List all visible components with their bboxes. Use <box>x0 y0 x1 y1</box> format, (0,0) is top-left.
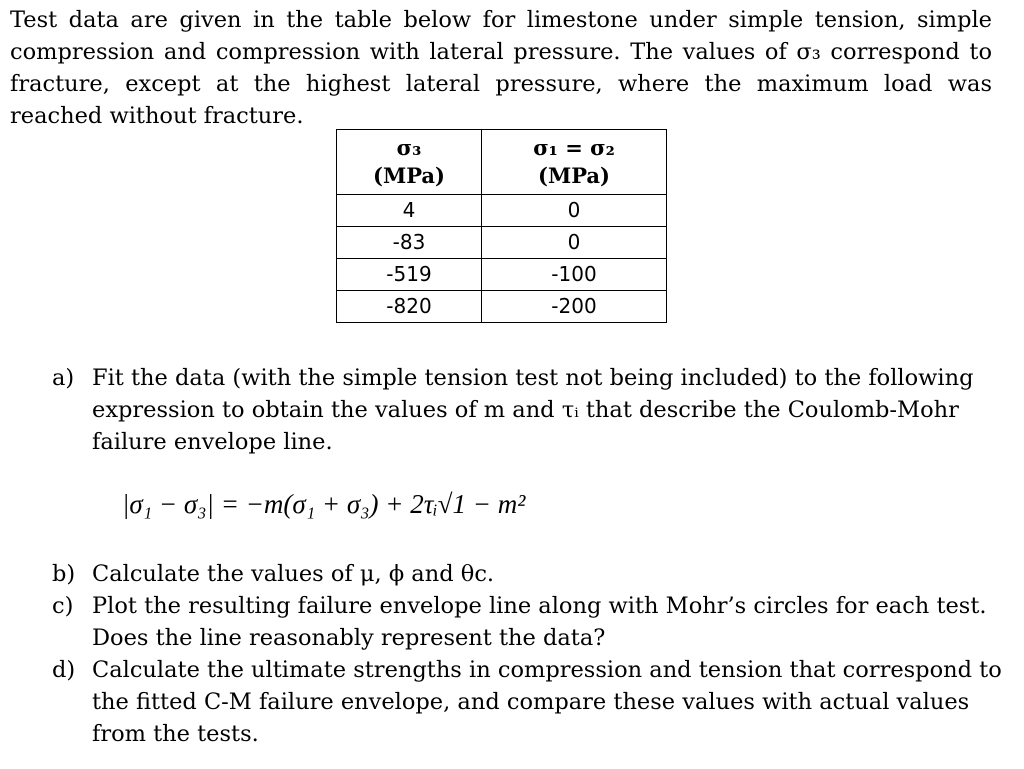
table-cell: -200 <box>482 291 667 323</box>
header-sigma3-unit: (MPa) <box>373 163 445 188</box>
header-sigma1-unit: (MPa) <box>538 163 610 188</box>
question-marker: d) <box>52 657 76 683</box>
test-data-table <box>336 129 667 323</box>
table-cell: -100 <box>482 259 667 291</box>
table-cell: -83 <box>337 227 482 259</box>
table-cell: 0 <box>482 195 667 227</box>
question-c <box>52 590 1002 654</box>
table-row <box>337 291 667 323</box>
header-sigma1-symbol: σ₁ = σ₂ <box>533 135 615 160</box>
table-cell: -519 <box>337 259 482 291</box>
table-cell: 0 <box>482 227 667 259</box>
question-list-part1 <box>52 362 1002 458</box>
question-text: Fit the data (with the simple tension test not being included) to the following expression to obtain the values of m and τᵢ that describe the Coulomb-Mohr failure envelope line. <box>92 365 974 455</box>
table-row <box>337 227 667 259</box>
question-text: Calculate the values of μ, ϕ and θc. <box>92 561 495 587</box>
table-row <box>337 195 667 227</box>
header-sigma3-symbol: σ₃ <box>396 135 422 160</box>
coulomb-mohr-equation: |σ₁ − σ₃| = −m(σ₁ + σ₃) + 2τᵢ√1 − m² <box>122 489 526 519</box>
question-a <box>52 362 1002 458</box>
question-b <box>52 558 1002 590</box>
question-marker: c) <box>52 593 74 619</box>
header-sigma1-sigma2 <box>482 130 667 195</box>
question-text: Calculate the ultimate strengths in compression and tension that correspond to the fitted C-M failure envelope, and compare these values with actual values from the tests. <box>92 657 1002 747</box>
question-marker: a) <box>52 365 75 391</box>
question-d <box>52 654 1002 750</box>
table-cell: -820 <box>337 291 482 323</box>
table-cell: 4 <box>337 195 482 227</box>
header-sigma3 <box>337 130 482 195</box>
problem-intro: Test data are given in the table below for limestone under simple tension, simple compression and compression with lateral pressure. The values of σ₃ correspond to fracture, except at the highest lateral pressure, where the maximum load was reached without fracture. <box>10 7 992 129</box>
question-list-part2 <box>52 558 1002 750</box>
question-marker: b) <box>52 561 76 587</box>
table-row <box>337 259 667 291</box>
question-text: Plot the resulting failure envelope line along with Mohr’s circles for each test. Does the line reasonably represent the data? <box>92 593 987 651</box>
table-header-row <box>337 130 667 195</box>
